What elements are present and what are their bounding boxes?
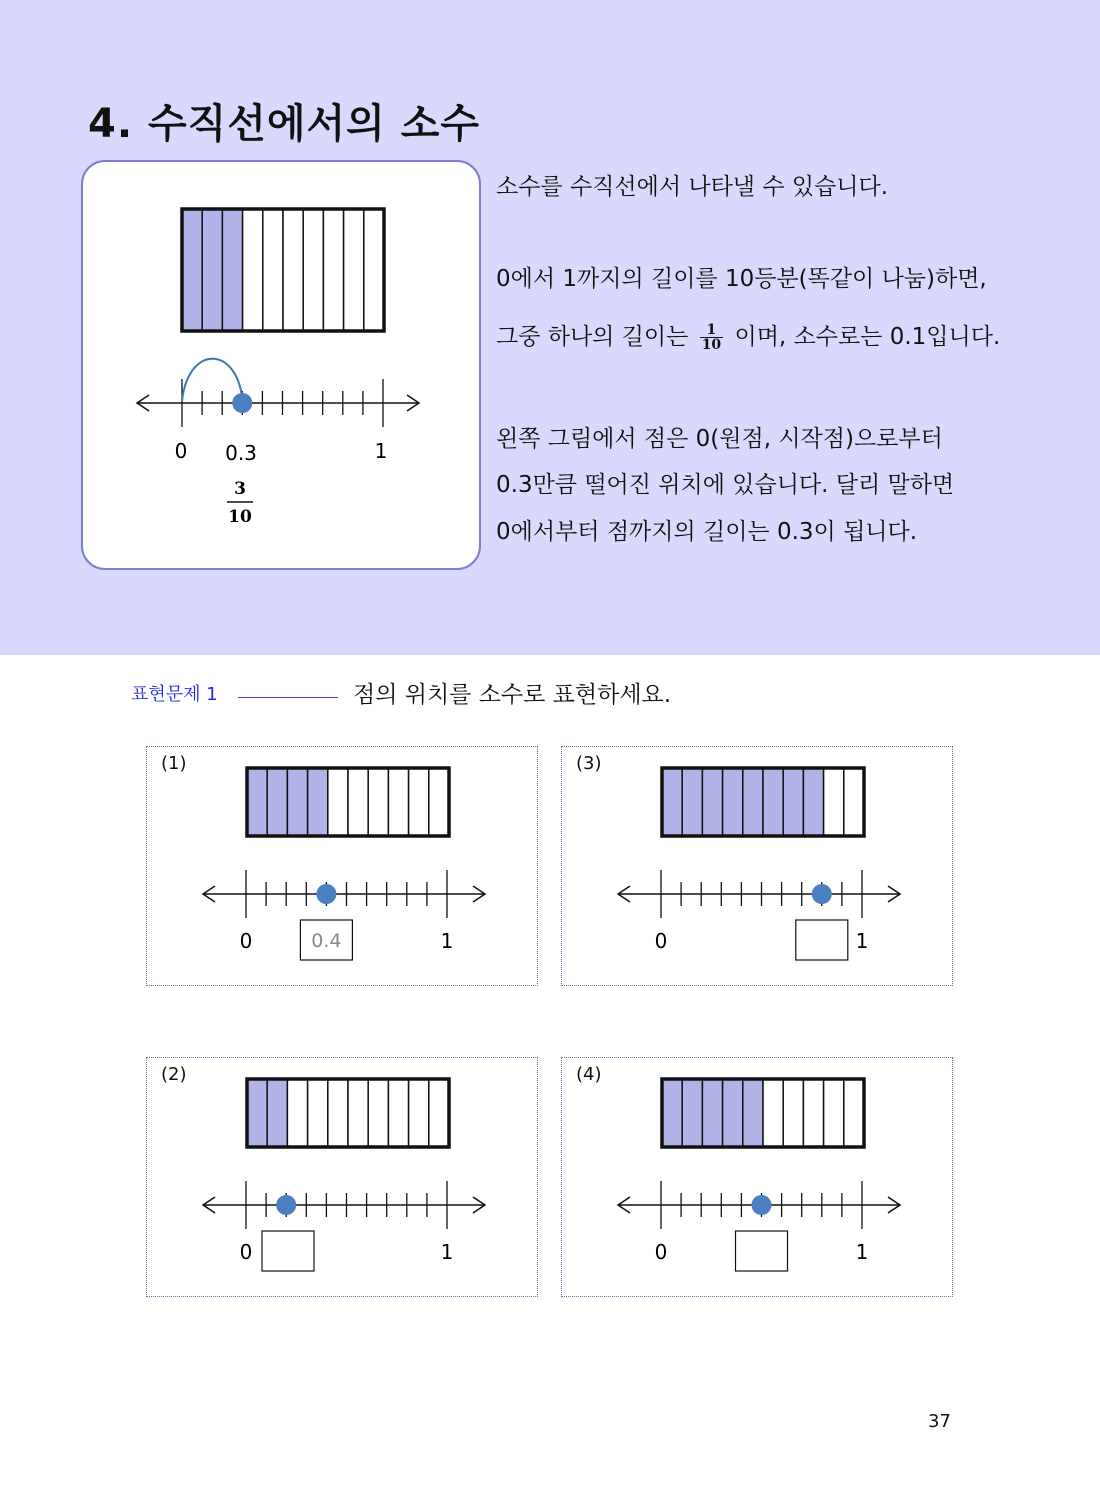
intro-jump-arc (182, 359, 242, 401)
number-line-point (812, 884, 832, 904)
bar-segment (662, 768, 682, 836)
problem-card-label: (1) (161, 753, 187, 774)
bar-segment (243, 209, 263, 331)
bar-segment (263, 209, 283, 331)
bar-segment (368, 1079, 388, 1147)
bar-segment (682, 1079, 702, 1147)
bar-segment (247, 1079, 267, 1147)
intro-label-point: 0.3 (225, 441, 257, 465)
problem-card-figure (562, 747, 954, 987)
problem-card-1 (146, 746, 538, 986)
bar-segment (364, 209, 384, 331)
bar-segment (328, 768, 348, 836)
bar-segment (763, 768, 783, 836)
intro-illustration-box (81, 160, 481, 570)
bar-segment (723, 768, 743, 836)
bar-segment (682, 768, 702, 836)
bar-segment (429, 768, 449, 836)
bar-segment (344, 209, 364, 331)
bar-segment (348, 768, 368, 836)
bar-segment (303, 209, 323, 331)
axis-label-one: 1 (440, 1240, 454, 1264)
page-number: 37 (928, 1411, 951, 1432)
intro-fraction-denominator: 10 (228, 507, 252, 527)
bar-segment (844, 1079, 864, 1147)
bar-segment (348, 1079, 368, 1147)
explanation-line-1: 소수를 수직선에서 나타낼 수 있습니다. (496, 174, 889, 200)
axis-label-one: 1 (855, 1240, 869, 1264)
bar-segment (409, 1079, 429, 1147)
bar-segment (308, 768, 328, 836)
answer-box[interactable] (796, 920, 848, 960)
explanation-line-3 (496, 322, 1000, 352)
axis-label-one: 1 (440, 929, 454, 953)
bar-segment (743, 768, 763, 836)
explanation-line-6: 0에서부터 점까지의 길이는 0.3이 됩니다. (496, 519, 918, 545)
problem-label: 표현문제 1 (131, 684, 218, 705)
problem-card-figure (147, 1058, 539, 1298)
bar-segment (429, 1079, 449, 1147)
problem-card-figure (147, 747, 539, 987)
problem-card-3 (561, 746, 953, 986)
bar-segment (723, 1079, 743, 1147)
bar-segment (287, 768, 307, 836)
answer-box[interactable] (736, 1231, 788, 1271)
bar-segment (182, 209, 202, 331)
bar-segment (783, 768, 803, 836)
bar-segment (202, 209, 222, 331)
bar-segment (702, 768, 722, 836)
explanation-fraction-numerator: 1 (700, 323, 723, 338)
bar-segment (803, 1079, 823, 1147)
bar-segment (409, 768, 429, 836)
problem-header (131, 676, 1031, 710)
explanation-fraction (700, 323, 723, 352)
bar-segment (222, 209, 242, 331)
intro-label-one: 1 (374, 439, 388, 463)
bar-segment (763, 1079, 783, 1147)
intro-fraction-bar (182, 209, 384, 331)
problem-card-figure (562, 1058, 954, 1298)
explanation-fraction-denominator: 10 (701, 337, 722, 353)
bar-segment (702, 1079, 722, 1147)
axis-label-one: 1 (855, 929, 869, 953)
explanation-line-4: 왼쪽 그림에서 점은 0(원점, 시작점)으로부터 (496, 426, 943, 452)
answer-box[interactable] (262, 1231, 314, 1271)
axis-label-zero: 0 (654, 929, 668, 953)
bar-segment (824, 768, 844, 836)
bar-segment (803, 768, 823, 836)
bar-segment (283, 209, 303, 331)
intro-illustration (83, 162, 483, 572)
intro-fraction-numerator: 3 (234, 479, 246, 499)
axis-label-zero: 0 (239, 929, 253, 953)
bar-segment (662, 1079, 682, 1147)
number-line-point (752, 1195, 772, 1215)
bar-segment (824, 1079, 844, 1147)
bar-segment (267, 1079, 287, 1147)
explanation-line-5: 0.3만큼 떨어진 위치에 있습니다. 달리 말하면 (496, 472, 955, 498)
problem-card-label: (2) (161, 1064, 187, 1085)
bar-segment (388, 1079, 408, 1147)
page-title: 4. 수직선에서의 소수 (88, 101, 480, 147)
problem-card-2 (146, 1057, 538, 1297)
problem-card-4 (561, 1057, 953, 1297)
intro-number-line (137, 379, 419, 427)
intro-label-zero: 0 (174, 439, 188, 463)
bar-segment (743, 1079, 763, 1147)
explanation-line-3-start: 그중 하나의 길이는 (496, 324, 689, 350)
bar-segment (328, 1079, 348, 1147)
answer-text: 0.4 (311, 930, 342, 952)
bar-segment (368, 768, 388, 836)
explanation-line-2: 0에서 1까지의 길이를 10등분(똑같이 나눔)하면, (496, 266, 987, 292)
bar-segment (388, 768, 408, 836)
problem-answer-line (238, 697, 338, 698)
axis-label-zero: 0 (654, 1240, 668, 1264)
problem-card-label: (4) (576, 1064, 602, 1085)
explanation-line-3-end: 이며, 소수로는 0.1입니다. (734, 324, 1001, 350)
problem-card-label: (3) (576, 753, 602, 774)
bar-segment (267, 768, 287, 836)
axis-label-zero: 0 (239, 1240, 253, 1264)
intro-point (232, 393, 252, 413)
number-line-point (276, 1195, 296, 1215)
problem-instruction: 점의 위치를 소수로 표현하세요. (353, 682, 672, 708)
bar-segment (287, 1079, 307, 1147)
bar-segment (323, 209, 343, 331)
number-line-point (316, 884, 336, 904)
bar-segment (844, 768, 864, 836)
bar-segment (247, 768, 267, 836)
bar-segment (783, 1079, 803, 1147)
bar-segment (308, 1079, 328, 1147)
